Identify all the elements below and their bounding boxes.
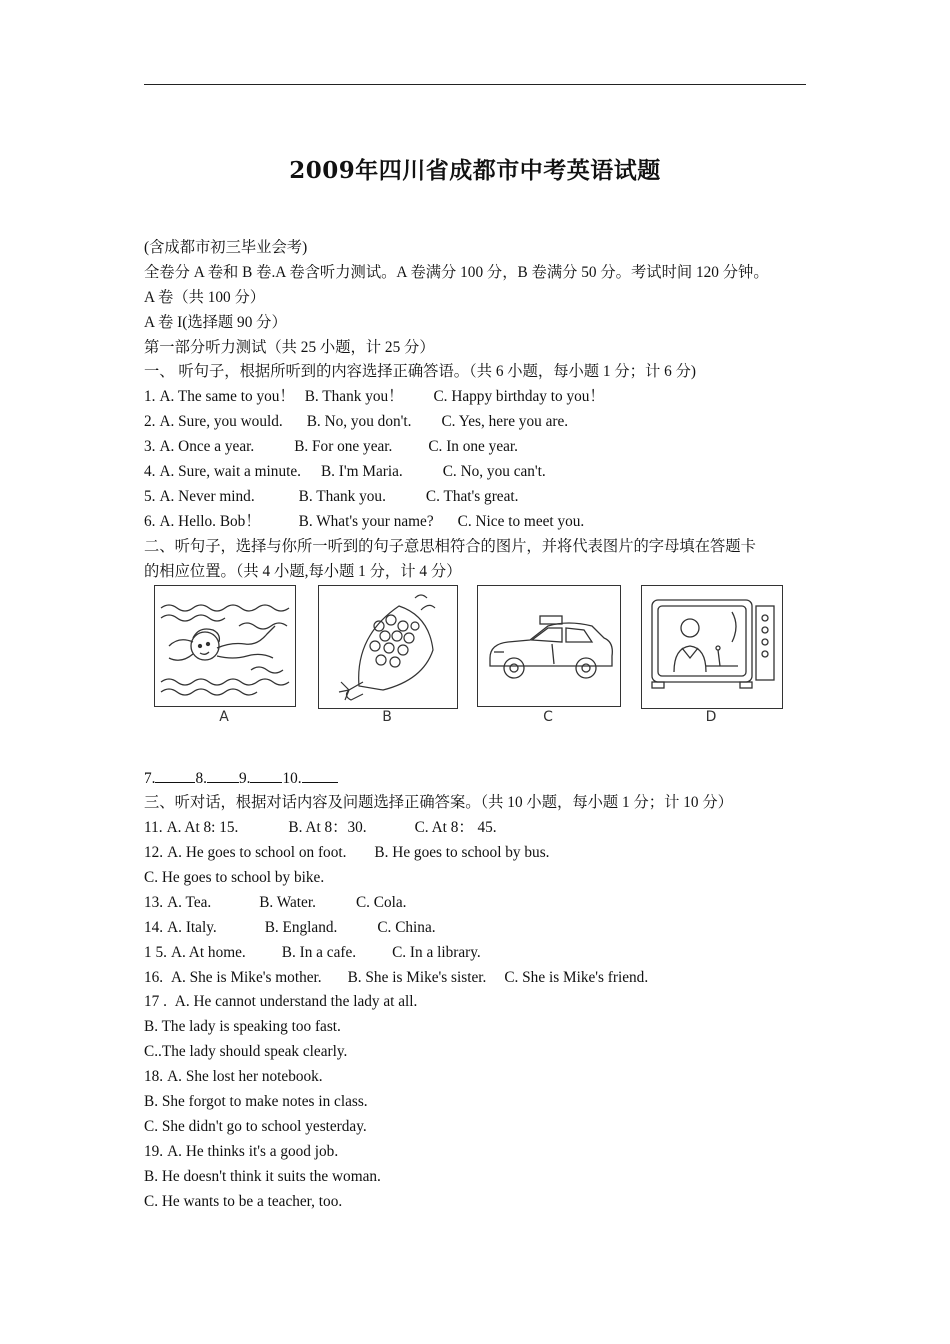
picture-label: D: [705, 709, 717, 726]
answer-option: A. Italy.: [167, 918, 217, 936]
question-row: [144, 460, 816, 485]
intro-line: (含成都市初三毕业会考): [144, 239, 308, 256]
tv-news-icon: [642, 586, 782, 708]
answer-option: C. In one year.: [428, 438, 518, 456]
picture-frame: [318, 585, 458, 709]
answer-option: C. China.: [377, 918, 436, 936]
question-row: [144, 916, 816, 941]
question-number: 1.: [144, 388, 156, 406]
answer-option: A. She is Mike's mother.: [170, 968, 322, 986]
answer-option: A. Tea.: [167, 893, 212, 911]
question-row: [144, 1140, 816, 1165]
blank-number: 7.: [144, 770, 156, 788]
question-number: 17 .: [144, 993, 171, 1011]
answer-option: A. He goes to school on foot.: [167, 844, 347, 862]
answer-option: C. Cola.: [355, 893, 407, 911]
question-row: [144, 410, 816, 435]
section2-heading: 二、听句子，选择与你所一听到的句子意思相符合的图片，并将代表图片的字母填在答题卡: [144, 537, 756, 555]
picture-frame: [641, 585, 783, 709]
answer-option: B. No, you don't.: [306, 413, 412, 431]
question-number: 6.: [144, 512, 156, 530]
answer-option: B. What's your name?: [298, 512, 434, 530]
answer-option: A. He cannot understand the lady at all.: [174, 993, 418, 1011]
question-number: 2.: [144, 413, 156, 431]
question-number: 4.: [144, 463, 156, 481]
question-number: 16.: [144, 968, 167, 986]
answer-option: A. Once a year.: [159, 438, 255, 456]
answer-option: A. At home.: [170, 943, 246, 961]
section3-questions: [144, 816, 816, 1214]
intro-line: A 卷（共 100 分）: [144, 288, 266, 306]
question-row: [144, 385, 816, 410]
answer-blank[interactable]: [207, 766, 239, 783]
answer-option: C. She is Mike's friend.: [504, 968, 649, 986]
answer-option: C..The lady should speak clearly.: [144, 1043, 348, 1061]
answer-blank[interactable]: [250, 766, 282, 783]
question-number: 11.: [144, 819, 163, 837]
question-number: 18.: [144, 1068, 164, 1086]
intro-line: 第一部分听力测试（共 25 小题，计 25 分）: [144, 338, 435, 356]
picture-label: C: [543, 709, 553, 726]
question-row: [144, 485, 816, 510]
answer-option: B. The lady is speaking too fast.: [144, 1018, 341, 1036]
answer-option: B. He doesn't think it suits the woman.: [144, 1167, 381, 1185]
flower-bouquet-icon: [319, 586, 457, 708]
taxi-icon: [478, 586, 620, 706]
answer-option: B. He goes to school by bus.: [374, 844, 550, 862]
question-row: [144, 891, 816, 916]
answer-option: A. Sure, wait a minute.: [159, 463, 301, 481]
answer-option: B. I'm Maria.: [320, 463, 403, 481]
answer-option: C. That's great.: [425, 487, 519, 505]
answer-option: A. The same to you！: [159, 388, 295, 406]
question-number: 14.: [144, 918, 164, 936]
question-number: 3.: [144, 438, 156, 456]
intro-line: 全卷分 A 卷和 B 卷.A 卷含听力测试。A 卷满分 100 分，B 卷满分 50 分。考试时间 120 分钟。: [144, 263, 769, 281]
answer-option: C. In a library.: [392, 943, 481, 961]
answer-option: C. Yes, here you are.: [441, 413, 569, 431]
answer-option: C. He wants to be a teacher, too.: [144, 1192, 343, 1210]
answer-option: B. Water.: [259, 893, 316, 911]
picture-row: [144, 585, 816, 760]
section1-questions: [144, 385, 816, 534]
intro-line: A 卷 I(选择题 90 分）: [144, 313, 287, 331]
answer-option: C. He goes to school by bike.: [144, 869, 325, 887]
question-row: [144, 866, 816, 891]
section2-heading: 的相应位置。（共 4 小题,每小题 1 分，计 4 分）: [144, 562, 462, 580]
question-row: [144, 816, 816, 841]
question-number: 19.: [144, 1142, 164, 1160]
question-row: [144, 1190, 816, 1215]
answer-option: C. Happy birthday to you！: [433, 388, 605, 406]
answer-option: A. Sure, you would.: [159, 413, 283, 431]
answer-option: B. Thank you！: [304, 388, 404, 406]
question-row: [144, 990, 816, 1015]
answer-blanks: [144, 766, 816, 791]
answer-option: A. At 8: 15.: [166, 819, 239, 837]
question-row: [144, 1115, 816, 1140]
question-row: [144, 941, 816, 966]
section1-heading: 一、 听句子，根据所听到的内容选择正确答语。（共 6 小题，每小题 1 分；计 6 分): [144, 363, 696, 381]
answer-option: C. She didn't go to school yesterday.: [144, 1117, 367, 1135]
question-row: [144, 1065, 816, 1090]
picture-label: A: [219, 709, 229, 726]
question-number: 1 5.: [144, 943, 167, 961]
answer-option: B. England.: [264, 918, 338, 936]
answer-option: A. She lost her notebook.: [167, 1068, 323, 1086]
answer-option: C. At 8： 45.: [414, 819, 497, 837]
exam-content: [144, 236, 816, 1215]
picture-frame: [477, 585, 621, 707]
question-row: [144, 1040, 816, 1065]
picture-frame: [154, 585, 296, 707]
answer-option: B. She forgot to make notes in class.: [144, 1093, 368, 1111]
question-number: 5.: [144, 487, 156, 505]
answer-option: B. For one year.: [294, 438, 393, 456]
question-row: [144, 435, 816, 460]
question-row: [144, 1165, 816, 1190]
question-row: [144, 841, 816, 866]
answer-blank[interactable]: [302, 766, 338, 783]
answer-option: A. Never mind.: [159, 487, 255, 505]
blank-number: 8.: [195, 770, 207, 788]
question-row: [144, 1090, 816, 1115]
header-rule: [144, 84, 806, 85]
question-row: [144, 510, 816, 535]
answer-option: A. Hello. Bob！: [159, 512, 261, 530]
blank-number: 9.: [238, 770, 251, 788]
question-number: 13.: [144, 893, 164, 911]
answer-option: B. She is Mike's sister.: [347, 968, 487, 986]
section3-heading: 三、听对话，根据对话内容及问题选择正确答案。（共 10 小题，每小题 1 分；计 10 分）: [144, 794, 733, 812]
question-number: 12.: [144, 844, 164, 862]
page-title: 2009年四川省成都市中考英语试题: [289, 157, 661, 184]
answer-option: C. Nice to meet you.: [457, 512, 585, 530]
answer-option: A. He thinks it's a good job.: [167, 1142, 339, 1160]
question-row: [144, 966, 816, 991]
answer-blank[interactable]: [155, 766, 195, 783]
question-row: [144, 1015, 816, 1040]
picture-label: B: [382, 709, 392, 726]
answer-option: C. No, you can't.: [442, 463, 546, 481]
answer-option: B. In a cafe.: [281, 943, 357, 961]
blank-number: 10.: [282, 770, 302, 788]
swimmer-icon: [155, 586, 295, 706]
answer-option: B. At 8：30.: [288, 819, 367, 837]
answer-option: B. Thank you.: [298, 487, 386, 505]
